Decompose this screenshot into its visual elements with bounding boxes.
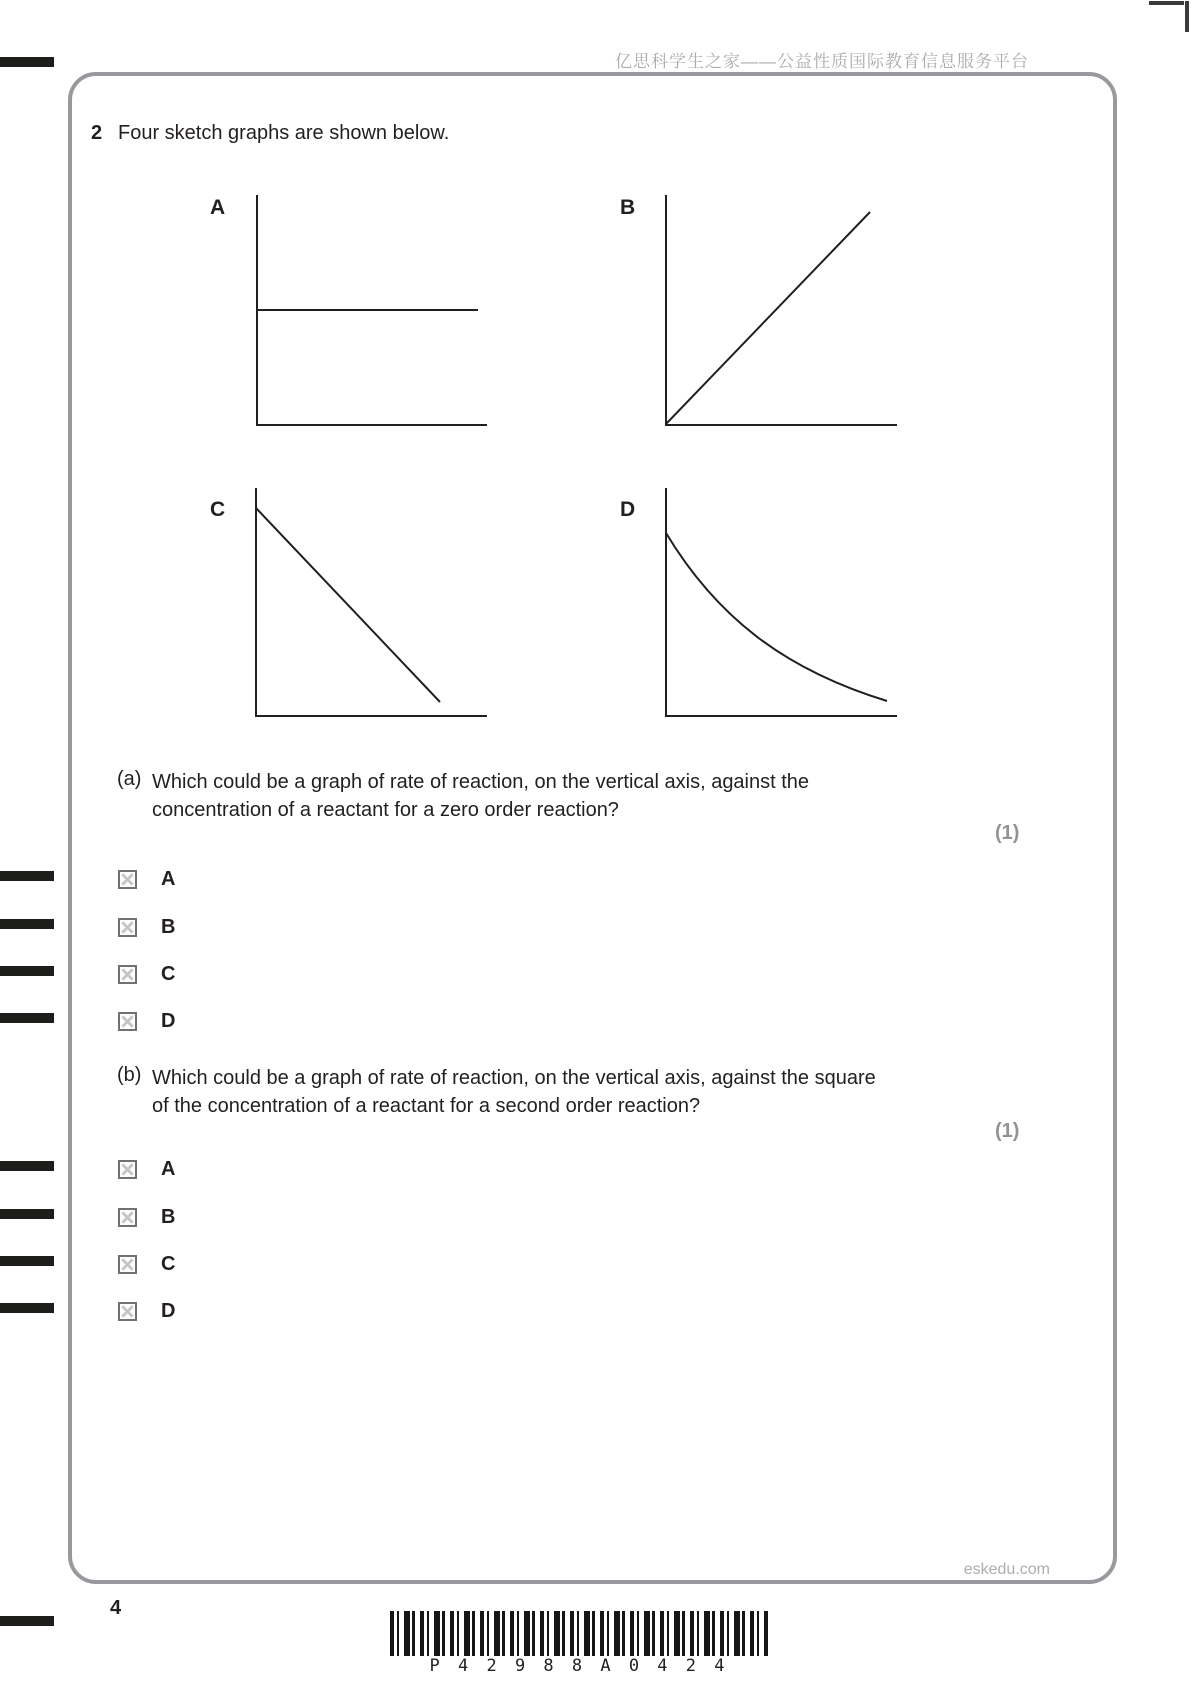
timing-mark [0,1303,54,1313]
site-watermark: eskedu.com [963,1561,1050,1578]
part-a-option-b-checkbox[interactable] [118,918,137,937]
crop-mark-vertical [1185,1,1189,32]
graph-b [664,192,899,432]
part-a-text-line-2: concentration of a reactant for a zero order reaction? [152,799,619,821]
part-a-option-a-checkbox[interactable] [118,870,137,889]
part-b-option-b-checkbox[interactable] [118,1208,137,1227]
part-a-text [152,768,972,824]
x-mark-icon [122,1016,132,1026]
part-b-option-d-checkbox[interactable] [118,1302,137,1321]
part-a-text-line-1: Which could be a graph of rate of reaction, on the vertical axis, against the [152,771,810,793]
timing-mark [0,1209,54,1219]
part-b-text-line-1: Which could be a graph of rate of reaction, on the vertical axis, against the square [152,1067,876,1089]
part-a-option-a-label: A [161,868,176,890]
x-mark-icon [122,1212,132,1222]
x-mark-icon [122,874,132,884]
timing-mark [0,1616,54,1626]
graph-c-label: C [210,498,226,521]
part-b-option-a-label: A [161,1158,176,1180]
x-mark-icon [122,1259,132,1269]
timing-mark [0,1013,54,1023]
content-frame [68,72,1117,1584]
barcode-text: P 4 2 9 8 8 A 0 4 2 4 [429,1656,729,1676]
timing-mark [0,871,54,881]
graph-c-axes [256,488,487,716]
part-a-option-c-label: C [161,963,176,985]
question-number: 2 [91,122,103,144]
part-b-option-d-label: D [161,1300,176,1322]
timing-mark [0,57,54,67]
part-a-option-d-checkbox[interactable] [118,1012,137,1031]
graph-a [255,192,490,432]
x-mark-icon [122,1306,132,1316]
x-mark-icon [122,922,132,932]
graph-a-label: A [210,196,226,219]
graph-d-axes [666,488,897,716]
header-watermark: 亿思科学生之家——公益性质国际教育信息服务平台 [615,52,1029,71]
part-a-option-d-label: D [161,1010,176,1032]
graph-c [254,486,489,721]
part-a-option-b-label: B [161,916,176,938]
part-b-option-a-checkbox[interactable] [118,1160,137,1179]
timing-mark [0,966,54,976]
question-text: Four sketch graphs are shown below. [118,122,450,144]
option-row [118,1300,175,1322]
graph-c-curve [256,508,440,702]
part-a-marks: (1) [995,822,1020,844]
crop-mark-horizontal [1149,1,1184,5]
x-mark-icon [122,1164,132,1174]
page-number: 4 [110,1597,122,1619]
part-a-label: (a) [117,768,142,790]
graph-b-curve [666,212,870,424]
option-row [118,1158,175,1180]
option-row [118,916,175,938]
option-row [118,868,175,890]
graph-d-label: D [620,498,636,521]
part-b-text-line-2: of the concentration of a reactant for a second order reaction? [152,1095,701,1117]
graph-b-label: B [620,196,636,219]
graph-d-curve [666,533,887,701]
part-b-marks: (1) [995,1120,1020,1142]
timing-mark [0,1256,54,1266]
option-row [118,1206,175,1228]
part-b-text [152,1064,972,1120]
option-row [118,963,175,985]
timing-mark [0,1161,54,1171]
part-b-label: (b) [117,1064,142,1086]
x-mark-icon [122,969,132,979]
barcode [390,1611,768,1656]
graph-b-axes [666,195,897,425]
part-b-option-b-label: B [161,1206,176,1228]
option-row [118,1010,175,1032]
part-a-option-c-checkbox[interactable] [118,965,137,984]
part-b-option-c-checkbox[interactable] [118,1255,137,1274]
part-b-option-c-label: C [161,1253,176,1275]
graph-d [664,486,899,721]
timing-mark [0,919,54,929]
option-row [118,1253,175,1275]
